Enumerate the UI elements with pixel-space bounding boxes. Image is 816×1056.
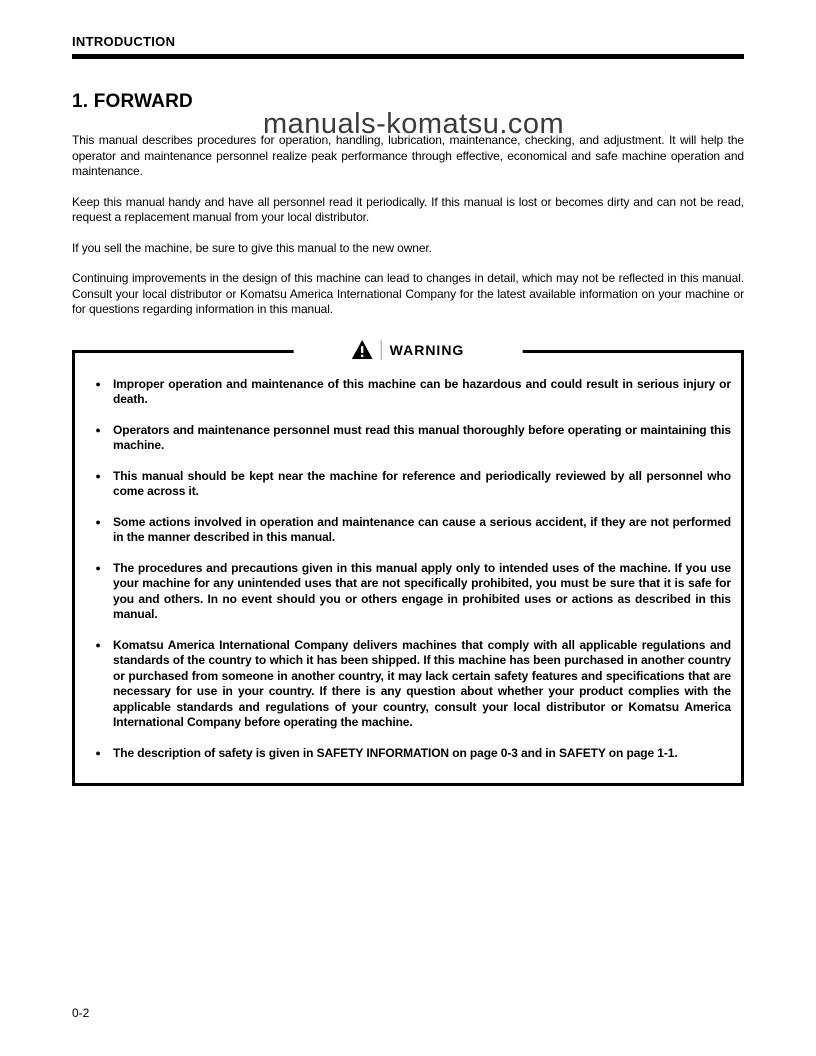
bullet-marker: ●: [95, 747, 101, 758]
paragraph: Keep this manual handy and have all personnel read it periodically. If this manual is lost or becomes dirty and can not be read, request a replacement manual from your local distributor.: [72, 194, 744, 224]
warning-bullet-item: [83, 746, 733, 762]
warning-title-label: WARNING: [389, 341, 465, 358]
paragraph: If you sell the machine, be sure to give this manual to the new owner.: [72, 240, 432, 255]
bullet-marker: ●: [95, 639, 101, 650]
warning-triangle-icon: [352, 340, 373, 359]
bullet-marker: ●: [95, 516, 101, 527]
bullet-text: Some actions involved in operation and maintenance can cause a serious accident, if they are not performed in the manner described in this manual.: [113, 514, 731, 544]
bullet-marker: ●: [95, 378, 101, 389]
warning-box: [72, 341, 744, 787]
paragraph: Continuing improvements in the design of this machine can lead to changes in detail, which may not be reflected in this manual. Consult your local distributor or Komatsu America International Company for the latest available information on your machine or for questions regarding information in this manual.: [72, 271, 744, 316]
header-rule: [72, 54, 744, 59]
bullet-text: The procedures and precautions given in this manual apply only to intended uses of the machine. If you use your machine for any unintended uses that are not specifically prohibited, you must be sure that it is safe for you and others. In no event should you or others engage in prohibited uses or actions as described in this manual.: [113, 560, 731, 621]
paragraph: This manual describes procedures for operation, handling, lubrication, maintenance, checking, and adjustment. It will help the operator and maintenance personnel realize peak performance through effective, economical and safe machine operation and maintenance.: [72, 133, 744, 178]
intro-body: [72, 133, 744, 318]
bullet-marker: ●: [95, 562, 101, 573]
watermark: manuals-komatsu.com: [263, 108, 565, 140]
warning-bullet-item: [83, 469, 733, 500]
warning-bullet-item: [83, 377, 733, 408]
bullet-text: Improper operation and maintenance of this machine can be hazardous and could result in serious injury or death.: [113, 376, 731, 406]
bullet-text: The description of safety is given in SAFETY INFORMATION on page 0-3 and in SAFETY on page 1-1.: [113, 745, 678, 760]
bullet-marker: ●: [95, 424, 101, 435]
warning-bullet-item: [83, 561, 733, 623]
bullet-marker: ●: [95, 470, 101, 481]
warning-bullet-item: [83, 515, 733, 546]
page-number: 0-2: [72, 1006, 90, 1020]
page-header: INTRODUCTION: [72, 34, 176, 49]
warning-title: [294, 340, 523, 360]
page-title: 1. FORWARD: [72, 91, 193, 112]
bullet-text: This manual should be kept near the machine for reference and periodically reviewed by all personnel who come across it.: [113, 468, 731, 498]
warning-title-divider: [381, 340, 382, 360]
warning-bullet-item: [83, 638, 733, 731]
warning-bullet-item: [83, 423, 733, 454]
bullet-text: Komatsu America International Company delivers machines that comply with all applicable regulations and standards of the country to which it has been shipped. If this machine has been purchased in another country or purchased from someone in another country, it may lack certain safety features and specifications that are necessary for use in your country. If there is any question about whether your product complies with the applicable standards and regulations of your country, consult your local distributor or Komatsu America International Company before operating the machine.: [113, 637, 731, 729]
warning-bullet-list: [83, 377, 733, 762]
bullet-text: Operators and maintenance personnel must read this manual thoroughly before operating or maintaining this machine.: [113, 422, 731, 452]
